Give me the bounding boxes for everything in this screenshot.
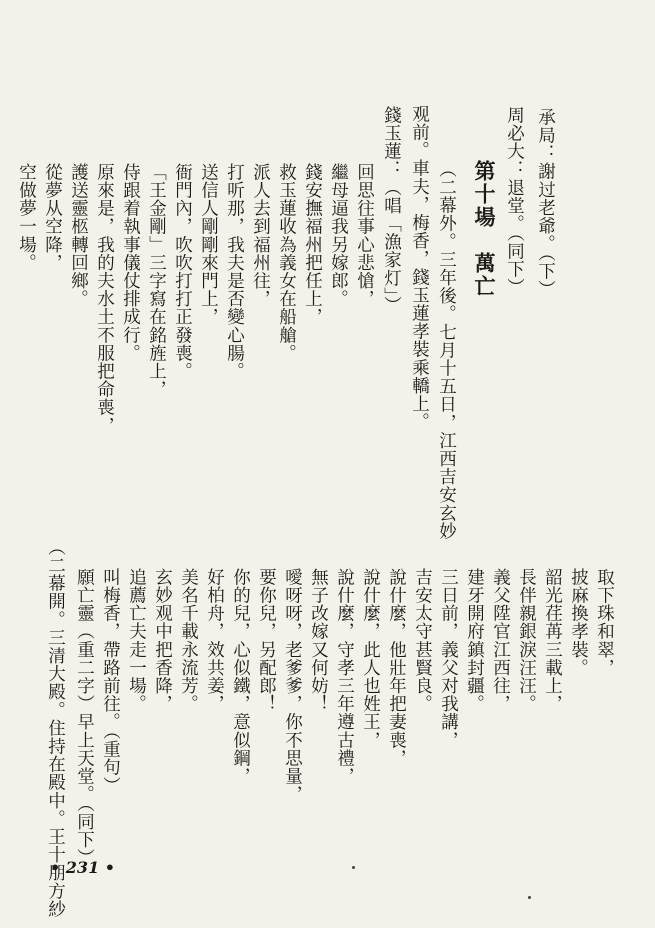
verse-line: 建牙開府鎮封疆。: [464, 568, 485, 713]
verse-line: 追薦亡夫走一場。: [126, 568, 147, 713]
verse-line: 無子改嫁又何妨！: [308, 568, 329, 713]
verse-line: 韶光荏苒三載上，: [542, 568, 563, 713]
verse-line: 從夢从空降，: [42, 163, 63, 272]
verse-line: 義父陞官江西往，: [490, 568, 511, 713]
verse-line: 送信人剛剛來門上，: [198, 163, 219, 326]
page-number: • 231 •: [50, 858, 115, 877]
stage-direction: （二幕外。三年後。七月十五日，江西吉安玄妙: [436, 160, 457, 541]
dialogue-line: 承局：謝过老爺。（下）: [535, 108, 556, 299]
verse-line: 侍跟着執事儀仗排成行。: [120, 163, 141, 363]
verse-line: 說什麼，此人也姓王，: [360, 568, 381, 749]
verse-line: 繼母逼我另嫁郎。: [328, 163, 349, 308]
verse-line: 噯呀呀，老爹爹，你不思量，: [282, 568, 303, 804]
ink-speck: [352, 866, 355, 869]
verse-line: 取下珠和翠，: [594, 568, 615, 677]
verse-line: 吉安太守甚賢良。: [412, 568, 433, 713]
verse-line: 護送靈柩轉回鄉。: [68, 163, 89, 308]
verse-line: 玄妙观中把香降，: [152, 568, 173, 713]
verse-line: 衙門內，吹吹打打正發喪。: [172, 163, 193, 381]
verse-line: 三日前，義父对我講，: [438, 568, 459, 749]
verse-line: 回思往事心悲愴，: [354, 163, 375, 308]
stage-direction: （二幕開。三清大殿。住持在殿中。王十朋方紗: [45, 538, 66, 919]
verse-line: 派人去到福州往，: [250, 163, 271, 308]
verse-line: 你的兒，心似鐵，意似鋼，: [230, 568, 251, 786]
dialogue-line: 周必大：退堂。（同下）: [504, 106, 525, 297]
verse-line: 原來是，我的夫水土不服把命喪，: [94, 163, 115, 435]
ink-speck: [528, 896, 531, 899]
verse-line: 打听那，我夫是否變心腸。: [224, 163, 245, 381]
verse-line: 「王金剛」三字寫在銘旌上，: [146, 163, 167, 399]
verse-line: 說什麼，他壯年把妻喪，: [386, 568, 407, 768]
dialogue-line: 錢玉蓮：（唱「漁家灯」）: [381, 106, 402, 315]
stage-direction: 观前。車夫，梅香，錢玉蓮孝裝乘轎上。: [409, 105, 430, 431]
scene-heading: 第十場 萬亡: [472, 160, 497, 298]
verse-line: 叫梅香，帶路前往。（重句）: [100, 568, 121, 795]
verse-line: 說什麼，守孝三年遵古禮，: [334, 568, 355, 786]
verse-line: 要你兒，另配郎！: [256, 568, 277, 713]
verse-line: 美名千載永流芳。: [178, 568, 199, 713]
verse-line: 錢安撫福州把任上，: [302, 163, 323, 326]
verse-line: 好柏舟，效共姜，: [204, 568, 225, 713]
verse-line: 披麻換孝裝。: [568, 568, 589, 677]
verse-line: 救玉蓮收為義女在船艙。: [276, 163, 297, 363]
verse-line: 願亡靈（重二字）早上天堂。（同下）: [74, 568, 95, 867]
verse-line: 長伴親銀淚汪汪。: [516, 568, 537, 713]
verse-line: 空做夢一場。: [16, 163, 37, 272]
